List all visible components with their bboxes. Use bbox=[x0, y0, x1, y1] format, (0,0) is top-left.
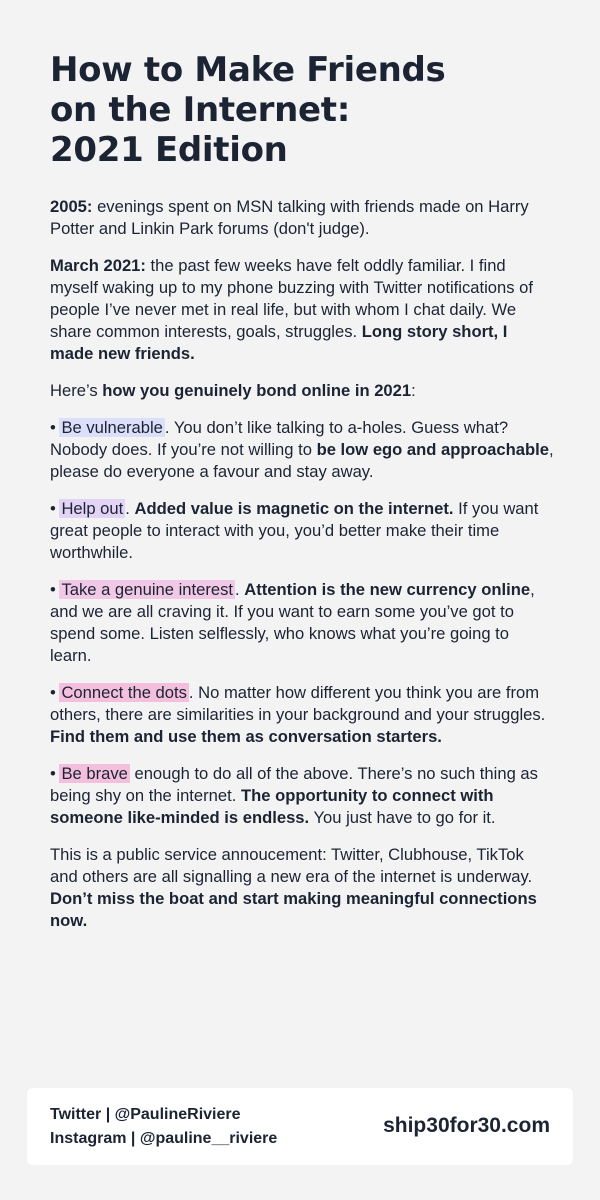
closing-bold: Don’t miss the boat and start making meaningful connections now. bbox=[50, 889, 537, 930]
footer-card bbox=[27, 1088, 573, 1165]
paragraph-march-2021-bold: Long story short, I made new friends. bbox=[50, 322, 508, 363]
tip-highlight: Help out bbox=[61, 499, 124, 518]
instagram-handle: Instagram | @pauline__riviere bbox=[50, 1130, 278, 1147]
tip-text: . bbox=[125, 499, 135, 518]
tip-text-end: You just have to go for it. bbox=[309, 808, 496, 827]
paragraph-march-2021-text: the past few weeks have felt oddly familiar. I find myself waking up to my phone buzzing with Twitter notifications of people I’ve never met in real life, but with whom I chat daily. We share common interests, goals, struggles. bbox=[50, 256, 533, 341]
tip-text-end: , and we are all craving it. If you want to earn some you’ve got to spend some. Listen selflessly, who knows what you’re going to learn. bbox=[50, 580, 535, 665]
paragraph-intro bbox=[50, 380, 555, 402]
page-title bbox=[50, 50, 555, 170]
tip-bold: The opportunity to connect with someone like-minded is endless. bbox=[50, 786, 494, 827]
tip-bold: Find them and use them as conversation starters. bbox=[50, 727, 442, 746]
social-handles bbox=[50, 1103, 277, 1151]
tip-bold: Attention is the new currency online bbox=[244, 580, 531, 599]
title-line-1: How to Make Friends bbox=[50, 50, 446, 90]
tip-text-end: If you want great people to interact with you, you’d better make their time worthwhile. bbox=[50, 499, 539, 562]
paragraph-march-2021-label: March 2021: bbox=[50, 256, 146, 275]
title-line-3: 2021 Edition bbox=[50, 130, 288, 170]
bullet: • bbox=[50, 764, 56, 783]
intro-post: : bbox=[411, 381, 416, 400]
title-line-2: on the Internet: bbox=[50, 90, 351, 130]
twitter-handle: Twitter | @PaulineRiviere bbox=[50, 1106, 241, 1123]
bullet: • bbox=[50, 418, 56, 437]
tip-item-take-interest bbox=[50, 579, 555, 667]
tip-item-help-out bbox=[50, 498, 555, 564]
paragraph-2005-label: 2005: bbox=[50, 197, 93, 216]
tip-text: . No matter how different you think you are from others, there are similarities in your background and your struggles. bbox=[50, 683, 546, 724]
bullet: • bbox=[50, 580, 56, 599]
article bbox=[50, 50, 555, 947]
tip-item-be-brave bbox=[50, 763, 555, 829]
paragraph-2005 bbox=[50, 196, 555, 240]
intro-pre: Here’s bbox=[50, 381, 103, 400]
tip-text-end: , please do everyone a favour and stay away. bbox=[50, 440, 554, 481]
tip-text: . bbox=[235, 580, 245, 599]
tip-bold: Added value is magnetic on the internet. bbox=[134, 499, 454, 518]
site-url: ship30for30.com bbox=[383, 1114, 550, 1137]
tip-highlight: Be vulnerable bbox=[61, 418, 163, 437]
paragraph-march-2021 bbox=[50, 255, 555, 365]
tip-text: enough to do all of the above. There’s no such thing as being shy on the internet. bbox=[50, 764, 538, 805]
tip-highlight: Connect the dots bbox=[61, 683, 187, 702]
closing-text: This is a public service annoucement: Twitter, Clubhouse, TikTok and others are all signalling a new era of the internet is underway. bbox=[50, 845, 533, 886]
tip-item-be-vulnerable bbox=[50, 417, 555, 483]
tip-highlight: Take a genuine interest bbox=[61, 580, 234, 599]
tip-text: . You don’t like talking to a-holes. Guess what? Nobody does. If you’re not willing to bbox=[50, 418, 509, 459]
tip-item-connect-dots bbox=[50, 682, 555, 748]
bullet: • bbox=[50, 683, 56, 702]
paragraph-2005-text: evenings spent on MSN talking with friends made on Harry Potter and Linkin Park forums (don't judge). bbox=[50, 197, 529, 238]
tip-bold: be low ego and approachable bbox=[316, 440, 549, 459]
bullet: • bbox=[50, 499, 56, 518]
intro-bold: how you genuinely bond online in 2021 bbox=[102, 381, 412, 400]
paragraph-closing bbox=[50, 844, 555, 932]
tip-highlight: Be brave bbox=[61, 764, 128, 783]
